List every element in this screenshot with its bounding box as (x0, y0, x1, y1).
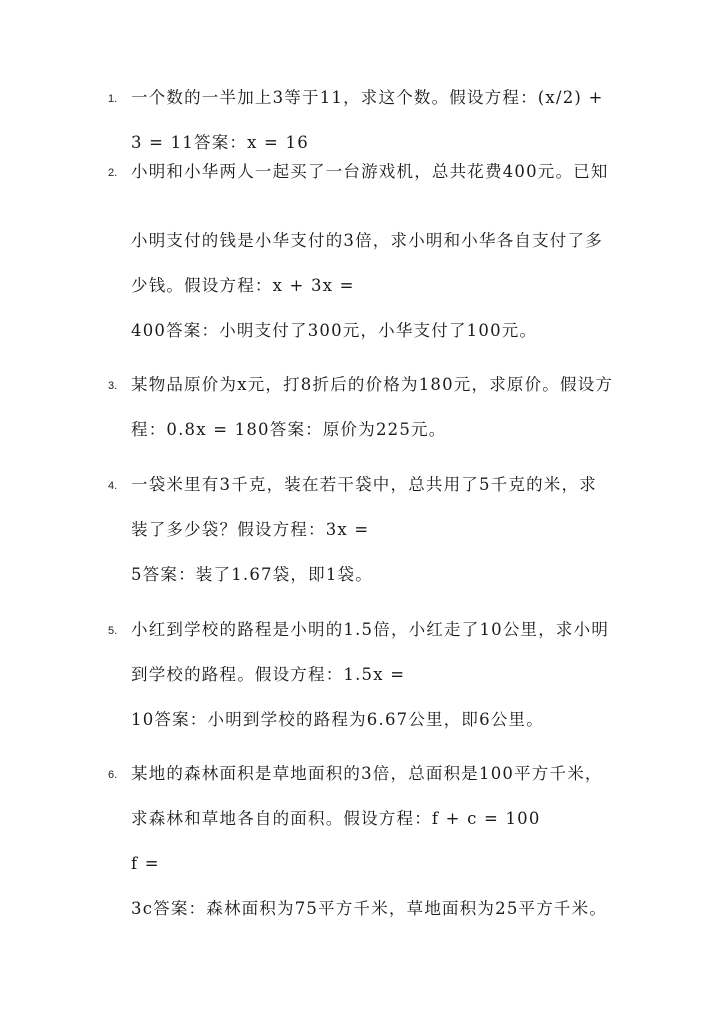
problem-line: 小明和小华两人一起买了一台游戏机，总共花费400元。已知 (131, 162, 609, 181)
problem-line: 小红到学校的路程是小明的1.5倍，小红走了10公里，求小明 (131, 620, 610, 639)
problem-line: 10答案：小明到学校的路程为6.67公里，即6公里。 (131, 710, 544, 729)
problem-line: 到学校的路程。假设方程：1.5x = (131, 665, 406, 684)
problem-number: 6. (108, 769, 118, 781)
problem-line: 小明支付的钱是小华支付的3倍，求小明和小华各自支付了多 (131, 231, 603, 250)
problem-number: 3. (108, 380, 118, 392)
problem-line: 3 = 11答案：x = 16 (131, 133, 309, 152)
problem-line: 求森林和草地各自的面积。假设方程：f + c = 100 (131, 809, 541, 828)
problem-line: 一袋米里有3千克，装在若干袋中，总共用了5千克的米，求 (131, 475, 597, 494)
problem-line: f = (131, 854, 160, 873)
problem-line: 某物品原价为x元，打8折后的价格为180元，求原价。假设方 (131, 375, 614, 394)
problem-number: 1. (108, 93, 118, 105)
problem-line: 装了多少袋？假设方程：3x = (131, 520, 370, 539)
problem-line: 一个数的一半加上3等于11，求这个数。假设方程：(x/2) + (131, 88, 604, 107)
problem-line: 400答案：小明支付了300元，小华支付了100元。 (131, 321, 538, 340)
problem-number: 2. (108, 167, 118, 179)
problem-number: 5. (108, 625, 118, 637)
problem-line: 3c答案：森林面积为75平方千米，草地面积为25平方千米。 (131, 899, 608, 918)
problem-number: 4. (108, 480, 118, 492)
problem-line: 5答案：装了1.67袋，即1袋。 (131, 565, 373, 584)
problem-line: 某地的森林面积是草地面积的3倍，总面积是100平方千米， (131, 764, 603, 783)
problem-line: 少钱。假设方程：x + 3x = (131, 276, 355, 295)
problem-line: 程：0.8x = 180答案：原价为225元。 (131, 420, 447, 439)
